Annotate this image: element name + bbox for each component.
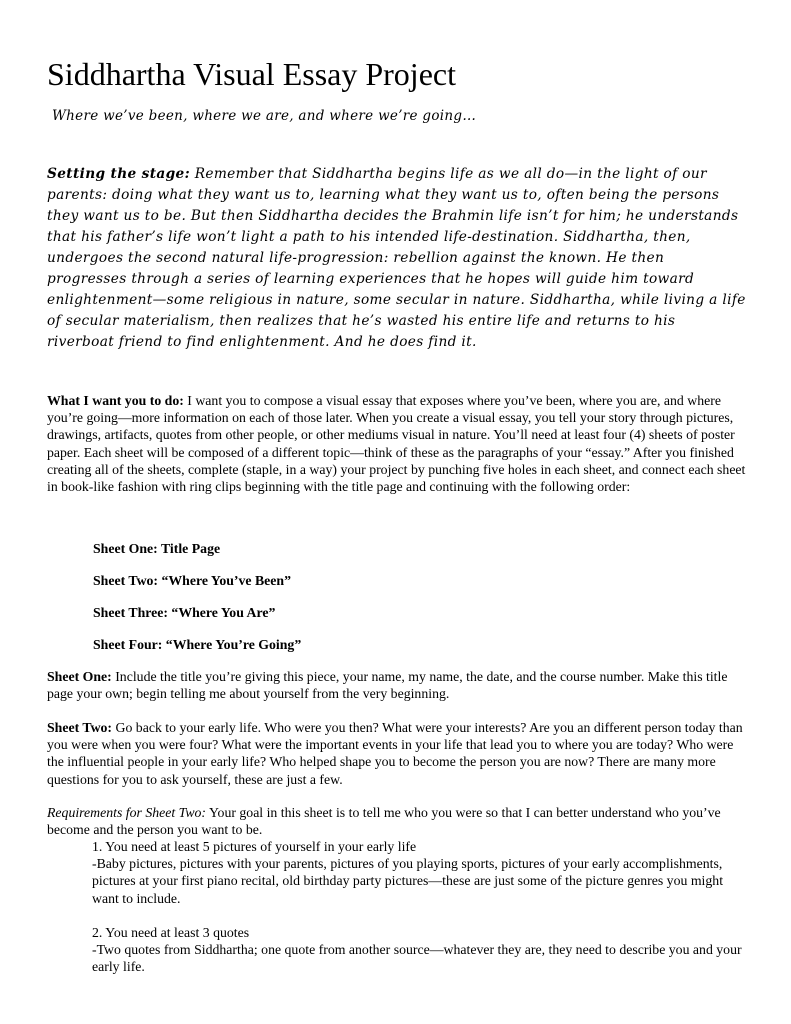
requirements-sheet-two-heading: Requirements for Sheet Two: bbox=[47, 805, 207, 820]
sheet-two-text: Go back to your early life. Who were you then? What were your interests? Are you an different person today than you were when you were four? What were the important events in your life that lead you to where you are today? Who were the influential people in your early life? Who helped shape you to become the person you are now? There are many more questions for you to ask yourself, these are just a few. bbox=[47, 720, 743, 787]
what-i-want-text: I want you to compose a visual essay that exposes where you’ve been, where you are, and where you’re going—more information on each of those later. When you create a visual essay, you tell your story through pictures, drawings, artifacts, quotes from other people, or other mediums visual in nature. You’ll need at least four (4) sheets of poster paper. Each sheet will be composed of a different topic—think of these as the paragraphs of your “essay.” After you finished creating all of the sheets, complete (staple, in a way) your project by punching five holes in each sheet, and connect each sheet in book-like fashion with ring clips beginning with the title page and continuing with the following order: bbox=[47, 393, 746, 495]
sheet-list-item: Sheet Two: “Where You’ve Been” bbox=[93, 573, 291, 588]
sheet-list-item: Sheet Four: “Where You’re Going” bbox=[93, 637, 302, 652]
document-subtitle: Where we’ve been, where we are, and where we’re going… bbox=[52, 108, 477, 124]
sheet-one-paragraph bbox=[47, 668, 747, 702]
requirements-sheet-two-paragraph bbox=[47, 804, 747, 838]
spacer bbox=[92, 907, 752, 924]
sheet-list-item: Sheet One: Title Page bbox=[93, 541, 221, 556]
sheet-one-heading: Sheet One: bbox=[47, 669, 112, 684]
setting-the-stage-paragraph bbox=[47, 164, 747, 353]
what-i-want-heading: What I want you to do: bbox=[47, 393, 184, 408]
what-i-want-paragraph bbox=[47, 392, 747, 495]
setting-the-stage-text: Remember that Siddhartha begins life as we all do—in the light of our parents: doing what they want us to, learning what they want us to, often being the persons they want us to be. But then Siddhartha decides the Brahmin life isn’t for him; he understands that his father’s life won’t light a path to his intended life-destination. Siddhartha, then, undergoes the second natural life-progression: rebellion against the known. He then progresses through a series of learning experiences that he hopes will guide him toward enlightenment—some religious in nature, some secular in nature. Siddhartha, while living a life of secular materialism, then realizes that he’s wasted his entire life and returns to his riverboat friend to find enlightenment. And he does find it. bbox=[47, 166, 746, 350]
sheet-list-item: Sheet Three: “Where You Are” bbox=[93, 605, 276, 620]
sheet-one-text: Include the title you’re giving this piece, your name, my name, the date, and the course number. Make this title page your own; begin telling me about yourself from the very beginning. bbox=[47, 669, 728, 702]
setting-the-stage-heading: Setting the stage: bbox=[47, 166, 191, 182]
sheet-two-heading: Sheet Two: bbox=[47, 720, 113, 735]
requirement-item-title: 2. You need at least 3 quotes bbox=[92, 924, 250, 940]
requirements-sheet-two-text: Your goal in this sheet is to tell me who you were so that I can better understand who you’ve become and the person you want to be. bbox=[47, 805, 721, 838]
sheet-two-paragraph bbox=[47, 719, 747, 788]
requirement-item-detail: -Two quotes from Siddhartha; one quote from another source—whatever they are, they need to describe you and your early life. bbox=[92, 942, 742, 975]
requirements-list bbox=[92, 838, 752, 975]
requirement-item-title: 1. You need at least 5 pictures of yourself in your early life bbox=[92, 839, 417, 854]
sheet-order-list bbox=[93, 540, 301, 668]
document-title: Siddhartha Visual Essay Project bbox=[47, 56, 456, 92]
requirement-item-detail: -Baby pictures, pictures with your parents, pictures of you playing sports, pictures of your early accomplishments, pictures at your first piano recital, old birthday party pictures—these are just some of the picture genres you might want to include. bbox=[92, 856, 724, 906]
